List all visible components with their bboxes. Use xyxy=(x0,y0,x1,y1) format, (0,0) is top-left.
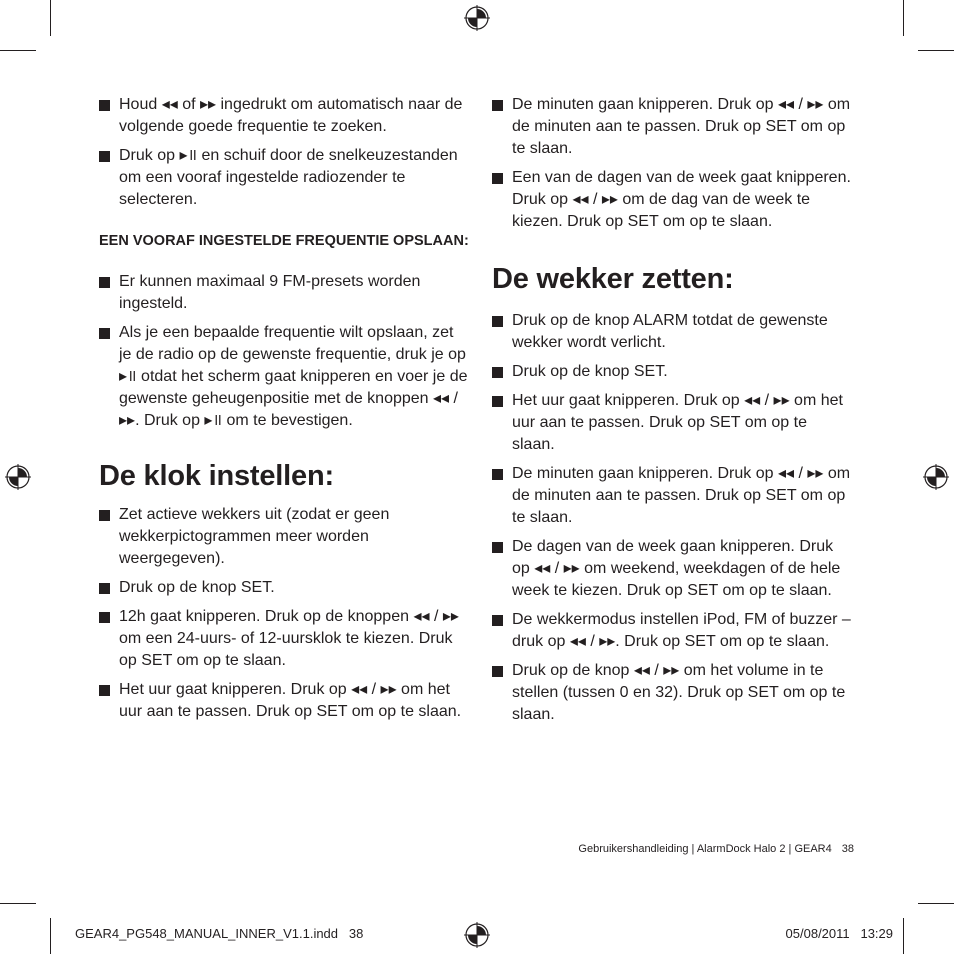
list-item-text: Houd ◂◂ of ▸▸ ingedrukt om automatisch naar de volgende goede frequentie te zoeken. xyxy=(119,96,463,135)
list-item-text: De minuten gaan knipperen. Druk op ◂◂ / ▸▸ om de minuten aan te passen. Druk op SET om op te slaan. xyxy=(512,465,851,526)
bullet-square-icon xyxy=(492,100,503,111)
bullet-square-icon xyxy=(492,542,503,553)
list-item xyxy=(492,361,854,383)
bullet-square-icon xyxy=(99,100,110,111)
crop-mark xyxy=(903,0,904,36)
footer-text: Gebruikershandleiding | AlarmDock Halo 2 | GEAR4 xyxy=(578,843,832,855)
list-item-text: Als je een bepaalde frequentie wilt opslaan, zet je de radio op de gewenste frequentie, druk je op ▸॥ otdat het scherm gaat knipperen en voer je de gewenste geheugenpositie met de knoppen ◂◂ / ▸▸. Druk op ▸॥ om te bevestigen. xyxy=(119,324,468,429)
slug-date: 05/08/2011 13:29 xyxy=(785,926,893,941)
list-item-text: Druk op de knop SET. xyxy=(119,579,275,596)
bullet-square-icon xyxy=(492,173,503,184)
bullet-square-icon xyxy=(492,469,503,480)
list-item-text: Een van de dagen van de week gaat knipperen. Druk op ◂◂ / ▸▸ om de dag van de week te kiezen. Druk op SET om op te slaan. xyxy=(512,169,851,230)
page-number: 38 xyxy=(841,843,854,855)
list-item xyxy=(99,322,469,432)
registration-mark-icon xyxy=(464,5,490,31)
list-item xyxy=(99,606,469,672)
crop-mark xyxy=(918,903,954,904)
bullet-square-icon xyxy=(99,328,110,339)
crop-mark xyxy=(918,50,954,51)
list-item xyxy=(492,660,854,726)
crop-mark xyxy=(903,918,904,954)
list-item xyxy=(492,167,854,233)
section-heading-alarm: De wekker zetten: xyxy=(492,263,734,295)
right-column xyxy=(492,94,854,733)
list-item xyxy=(99,577,469,599)
list-item xyxy=(99,145,469,211)
bullet-square-icon xyxy=(492,666,503,677)
bullet-square-icon xyxy=(99,151,110,162)
list-item xyxy=(99,94,469,138)
bullet-square-icon xyxy=(99,583,110,594)
list-item-text: Druk op de knop ◂◂ / ▸▸ om het volume in te stellen (tussen 0 en 32). Druk op SET om op te slaan. xyxy=(512,662,846,723)
section-heading-clock: De klok instellen: xyxy=(99,460,334,492)
left-column xyxy=(99,94,469,730)
list-item-text: Druk op ▸॥ en schuif door de snelkeuzestanden om een vooraf ingestelde radiozender te selecteren. xyxy=(119,147,458,208)
list-item xyxy=(492,94,854,160)
bullet-square-icon xyxy=(492,316,503,327)
list-item xyxy=(99,504,469,570)
bullet-square-icon xyxy=(99,685,110,696)
crop-mark xyxy=(50,0,51,36)
crop-mark xyxy=(50,918,51,954)
slug-filename: GEAR4_PG548_MANUAL_INNER_V1.1.indd 38 xyxy=(75,926,364,941)
registration-mark-icon xyxy=(923,464,949,490)
bullet-square-icon xyxy=(492,615,503,626)
list-item xyxy=(99,679,469,723)
list-item-text: Het uur gaat knipperen. Druk op ◂◂ / ▸▸ om het uur aan te passen. Druk op SET om op te slaan. xyxy=(119,681,462,720)
list-item-text: De dagen van de week gaan knipperen. Druk op ◂◂ / ▸▸ om weekend, weekdagen of de hele week te kiezen. Druk op SET om op te slaan. xyxy=(512,538,841,599)
list-item xyxy=(99,271,469,315)
bullet-square-icon xyxy=(99,510,110,521)
list-item-text: Het uur gaat knipperen. Druk op ◂◂ / ▸▸ om het uur aan te passen. Druk op SET om op te slaan. xyxy=(512,392,843,453)
page-footer xyxy=(578,843,854,855)
bullet-square-icon xyxy=(492,367,503,378)
list-item-text: De wekkermodus instellen iPod, FM of buzzer – druk op ◂◂ / ▸▸. Druk op SET om op te slaan. xyxy=(512,611,851,650)
registration-mark-icon xyxy=(464,922,490,948)
list-item-text: 12h gaat knipperen. Druk op de knoppen ◂◂ / ▸▸ om een 24-uurs- of 12-uursklok te kiezen. Druk op SET om op te slaan. xyxy=(119,608,459,669)
bullet-square-icon xyxy=(99,277,110,288)
crop-mark xyxy=(0,50,36,51)
list-item xyxy=(492,310,854,354)
list-item xyxy=(492,536,854,602)
crop-mark xyxy=(0,903,36,904)
list-item-text: Druk op de knop ALARM totdat de gewenste wekker wordt verlicht. xyxy=(512,312,828,351)
list-item-text: Er kunnen maximaal 9 FM-presets worden ingesteld. xyxy=(119,273,421,312)
list-item xyxy=(492,609,854,653)
list-item-text: Druk op de knop SET. xyxy=(512,363,668,380)
section-subheading: EEN VOORAF INGESTELDE FREQUENTIE OPSLAAN: xyxy=(99,233,469,249)
list-item-text: De minuten gaan knipperen. Druk op ◂◂ / ▸▸ om de minuten aan te passen. Druk op SET om op te slaan. xyxy=(512,96,851,157)
bullet-square-icon xyxy=(99,612,110,623)
list-item xyxy=(492,463,854,529)
list-item-text: Zet actieve wekkers uit (zodat er geen wekkerpictogrammen meer worden weergegeven). xyxy=(119,506,390,567)
list-item xyxy=(492,390,854,456)
registration-mark-icon xyxy=(5,464,31,490)
bullet-square-icon xyxy=(492,396,503,407)
